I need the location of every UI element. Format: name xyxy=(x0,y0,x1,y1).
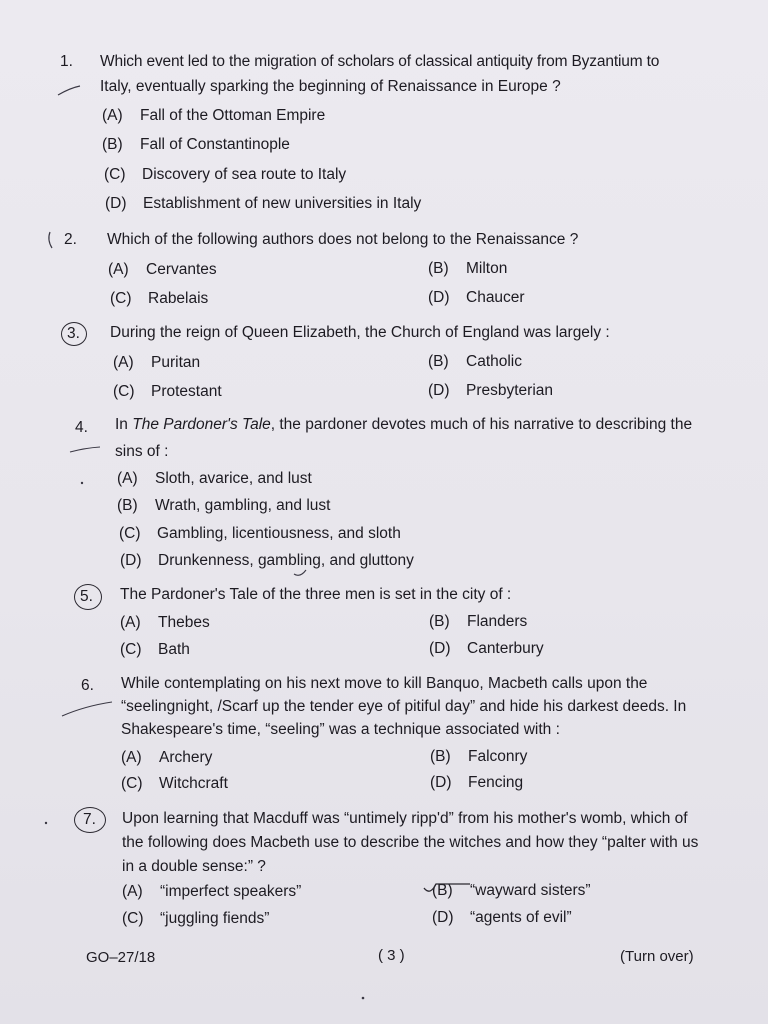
ink-dot xyxy=(362,997,365,1000)
paper-code: GO–27/18 xyxy=(86,949,156,966)
question-text: Which of the following authors does not belong to the Renaissance ? xyxy=(107,231,579,248)
question-number: 6. xyxy=(81,677,94,694)
option-d: (D) Presbyterian xyxy=(428,382,554,399)
page-number: ( 3 ) xyxy=(378,947,405,964)
option-b: (B) Milton xyxy=(428,260,508,277)
question-number: 3. xyxy=(67,325,80,342)
option-c: (C) Witchcraft xyxy=(121,775,228,792)
option-a: (A) Archery xyxy=(121,749,213,766)
option-a: (A) Cervantes xyxy=(108,261,217,278)
question-text: While contemplating on his next move to kill Banquo, Macbeth calls upon the xyxy=(121,675,648,692)
turn-over-label: (Turn over) xyxy=(620,948,694,965)
option-b: (B) Flanders xyxy=(429,613,528,630)
question-number: 4. xyxy=(75,419,88,436)
option-b: (B) Wrath, gambling, and lust xyxy=(117,497,331,514)
option-b: (B) Fall of Constantinople xyxy=(102,136,290,153)
question-number: 1. xyxy=(60,53,73,70)
question-number: 5. xyxy=(80,588,93,605)
ink-dot xyxy=(45,822,47,824)
question-text: Italy, eventually sparking the beginning of Renaissance in Europe ? xyxy=(100,78,561,95)
question-text: In The Pardoner's Tale, the pardoner devotes much of his narrative to describing the xyxy=(115,416,693,433)
question-text: “seelingnight, /Scarf up the tender eye of pitiful day” and hide his darkest deeds. In xyxy=(121,698,687,715)
question-text: Upon learning that Macduff was “untimely ripp'd” from his mother's womb, which of xyxy=(122,810,688,827)
pen-stroke-mark xyxy=(49,232,52,248)
ink-dot xyxy=(81,482,83,484)
option-b: (B) Falconry xyxy=(430,748,528,765)
option-a: (A) Sloth, avarice, and lust xyxy=(117,470,312,487)
option-c: (C) Discovery of sea route to Italy xyxy=(104,166,347,183)
question-text: The Pardoner's Tale of the three men is set in the city of : xyxy=(120,586,512,603)
question-text: in a double sense:” ? xyxy=(122,858,266,875)
option-b: (B) “wayward sisters” xyxy=(432,882,591,899)
option-d: (D) Fencing xyxy=(430,774,524,791)
option-c: (C) Rabelais xyxy=(110,290,209,307)
question-text: During the reign of Queen Elizabeth, the Church of England was largely : xyxy=(110,324,610,341)
question-text: Shakespeare's time, “seeling” was a technique associated with : xyxy=(121,721,560,738)
option-d: (D) Drunkenness, gambling, and gluttony xyxy=(120,552,414,569)
pen-stroke-mark xyxy=(294,570,306,575)
option-a: (A) Fall of the Ottoman Empire xyxy=(102,107,326,124)
option-a: (A) “imperfect speakers” xyxy=(122,883,302,900)
option-a: (A) Thebes xyxy=(120,614,210,631)
option-d: (D) Canterbury xyxy=(429,640,544,657)
option-d: (D) “agents of evil” xyxy=(432,909,572,926)
option-d: (D) Establishment of new universities in Italy xyxy=(105,195,422,212)
question-text: sins of : xyxy=(115,443,169,460)
pen-stroke-mark xyxy=(70,447,100,452)
question-number: 2. xyxy=(64,231,77,248)
pen-stroke-mark xyxy=(58,86,80,95)
option-b: (B) Catholic xyxy=(428,353,522,370)
option-c: (C) Protestant xyxy=(113,383,222,400)
pen-stroke-mark xyxy=(62,702,112,716)
question-text: Which event led to the migration of scholars of classical antiquity from Byzantium to xyxy=(100,53,660,70)
check-tick-mark xyxy=(424,884,470,891)
option-c: (C) “juggling fiends” xyxy=(122,910,270,927)
question-number: 7. xyxy=(83,811,96,828)
option-d: (D) Chaucer xyxy=(428,289,525,306)
option-c: (C) Bath xyxy=(120,641,190,658)
option-a: (A) Puritan xyxy=(113,354,201,371)
question-text: the following does Macbeth use to describe the witches and how they “palter with us xyxy=(122,834,699,851)
option-c: (C) Gambling, licentiousness, and sloth xyxy=(119,525,401,542)
